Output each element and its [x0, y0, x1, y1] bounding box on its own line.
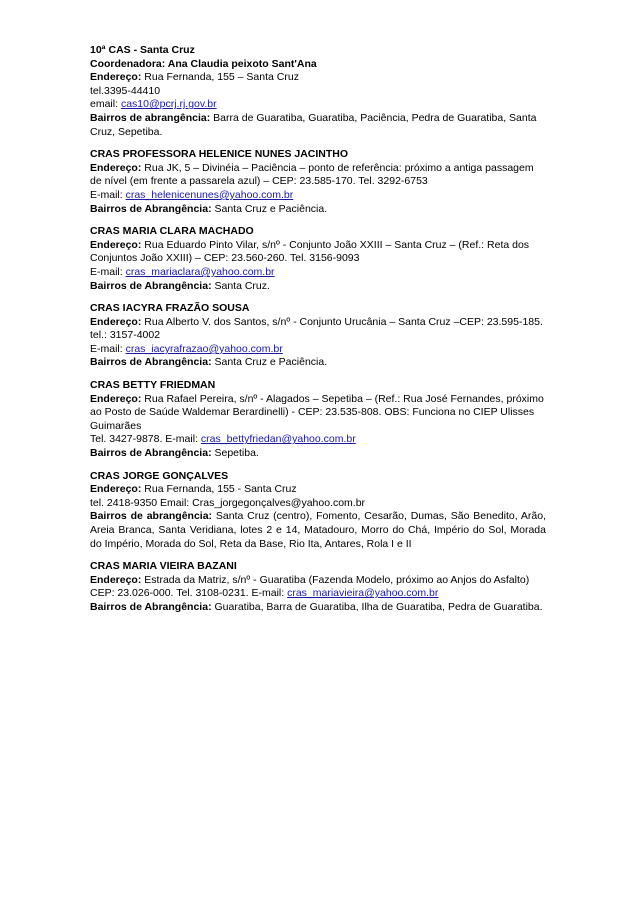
- address-text: Rua Rafael Pereira, s/nº - Alagados – Sepetiba – (Ref.: Rua José Fernandes, próximo ao Posto de Saúde Waldemar Berardinelli) - CEP: 23.535-808. OBS: Funciona no CIEP Ulisses Guimarães: [90, 392, 544, 432]
- email-line: [90, 189, 546, 203]
- address-text: Rua Eduardo Pinto Vilar, s/nº - Conjunto João XXIII – Santa Cruz – (Ref.: Reta dos Conjuntos João XXIII) – CEP: 23.560-260. Tel. 3156-9093: [90, 238, 530, 265]
- email-prefix: E-mail:: [90, 188, 126, 201]
- section-title: CRAS MARIA VIEIRA BAZANI: [90, 560, 237, 573]
- address-text: Rua Alberto V. dos Santos, s/nº - Conjunto Urucânia – Santa Cruz –CEP: 23.595-185.: [141, 315, 543, 328]
- address-line: [90, 316, 546, 330]
- address-text: Estrada da Matriz, s/nº - Guaratiba (Fazenda Modelo, próximo ao Anjos do Asfalto) CEP: 23.026-000. Tel. 3108-0231. E-mail:: [90, 573, 530, 600]
- section-title: CRAS BETTY FRIEDMAN: [90, 379, 216, 392]
- address-line: [90, 239, 546, 266]
- bairros-line: [90, 356, 546, 370]
- address-label: Endereço:: [90, 71, 142, 84]
- email-link[interactable]: cras_mariaclara@yahoo.com.br: [125, 265, 275, 278]
- email-prefix: E-mail:: [90, 265, 126, 278]
- coordinator: Coordenadora: Ana Claudia peixoto Sant'Ana: [90, 57, 317, 70]
- bairros-line: [90, 203, 546, 217]
- cras-section: [90, 470, 546, 552]
- bairros-line: [90, 112, 546, 139]
- address-text: Rua Fernanda, 155 – Santa Cruz: [141, 71, 299, 84]
- address-label: Endereço:: [90, 161, 142, 174]
- cas-section: [90, 44, 546, 139]
- bairros-label: Bairros de Abrangência:: [90, 600, 212, 613]
- email-link[interactable]: cras_bettyfriedan@yahoo.com.br: [200, 433, 356, 446]
- address-label: Endereço:: [90, 573, 142, 586]
- phone-email-line: tel. 2418-9350 Email: Cras_jorgegonçalves@yahoo.com.br: [90, 496, 366, 509]
- email-link[interactable]: cas10@pcrj.rj.gov.br: [120, 98, 217, 111]
- email-prefix: E-mail:: [90, 342, 126, 355]
- cras-section: [90, 225, 546, 293]
- address-label: Endereço:: [90, 315, 142, 328]
- bairros-line: [90, 510, 546, 551]
- address-line: [90, 71, 546, 85]
- address-line: [90, 574, 546, 601]
- bairros-label: Bairros de abrangência:: [90, 111, 211, 124]
- bairros-text: Guaratiba, Barra de Guaratiba, Ilha de Guaratiba, Pedra de Guaratiba.: [211, 600, 543, 613]
- email-link[interactable]: cras_mariavieira@yahoo.com.br: [287, 587, 439, 600]
- bairros-line: [90, 280, 546, 294]
- bairros-text: Barra de Guaratiba, Guaratiba, Paciência, Pedra de Guaratiba, Santa Cruz, Sepetiba.: [90, 111, 537, 138]
- cras-section: [90, 148, 546, 216]
- cras-section: [90, 560, 546, 614]
- bairros-text: Sepetiba.: [211, 447, 259, 460]
- phone-email-prefix: Tel. 3427-9878. E-mail:: [90, 433, 201, 446]
- email-prefix: email:: [90, 98, 121, 111]
- cras-section: [90, 302, 546, 370]
- address-text: Rua Fernanda, 155 - Santa Cruz: [141, 483, 297, 496]
- section-title: CRAS PROFESSORA HELENICE NUNES JACINTHO: [90, 148, 349, 161]
- section-title: 10ª CAS - Santa Cruz: [90, 44, 195, 56]
- phone-email-line: [90, 433, 546, 447]
- phone: tel.: 3157-4002: [90, 329, 161, 342]
- bairros-text: Santa Cruz e Paciência.: [211, 356, 328, 369]
- address-line: [90, 393, 546, 434]
- bairros-line: [90, 601, 546, 615]
- address-label: Endereço:: [90, 392, 142, 405]
- email-line: [90, 266, 546, 280]
- section-title: CRAS JORGE GONÇALVES: [90, 469, 229, 482]
- address-label: Endereço:: [90, 238, 142, 251]
- bairros-label: Bairros de Abrangência:: [90, 356, 212, 369]
- email-line: [90, 98, 546, 112]
- address-label: Endereço:: [90, 483, 142, 496]
- bairros-text: Santa Cruz.: [211, 279, 270, 292]
- cras-section: [90, 379, 546, 461]
- address-text: Rua JK, 5 – Divinéia – Paciência – ponto de referência: próximo a antiga passagem de nível (em frente a passarela azul) – CEP: 23.585-170. Tel. 3292-6753: [90, 161, 534, 188]
- address-line: [90, 483, 546, 497]
- email-line: [90, 343, 546, 357]
- document-content: [90, 44, 546, 624]
- phone: tel.3395-44410: [90, 84, 161, 97]
- bairros-line: [90, 447, 546, 461]
- email-link[interactable]: cras_helenicenunes@yahoo.com.br: [125, 188, 294, 201]
- bairros-label: Bairros de abrangência:: [90, 510, 213, 523]
- address-line: [90, 162, 546, 189]
- section-title: CRAS MARIA CLARA MACHADO: [90, 225, 254, 238]
- bairros-text: Santa Cruz e Paciência.: [211, 202, 328, 215]
- bairros-label: Bairros de Abrangência:: [90, 279, 212, 292]
- bairros-label: Bairros de Abrangência:: [90, 202, 212, 215]
- email-link[interactable]: cras_iacyrafrazao@yahoo.com.br: [125, 342, 283, 355]
- bairros-text: Santa Cruz (centro), Fomento, Cesarão, Dumas, São Benedito, Arão, Areia Branca, Santa Veridiana, lotes 2 e 14, Matadouro, Morro do Chá, Império do Sol, Morada do Império, Morada do Sol, Reta da Base, Rio Ita, Antares, Rola I e II: [90, 510, 546, 550]
- section-title: CRAS IACYRA FRAZÃO SOUSA: [90, 302, 250, 315]
- bairros-label: Bairros de Abrangência:: [90, 447, 212, 460]
